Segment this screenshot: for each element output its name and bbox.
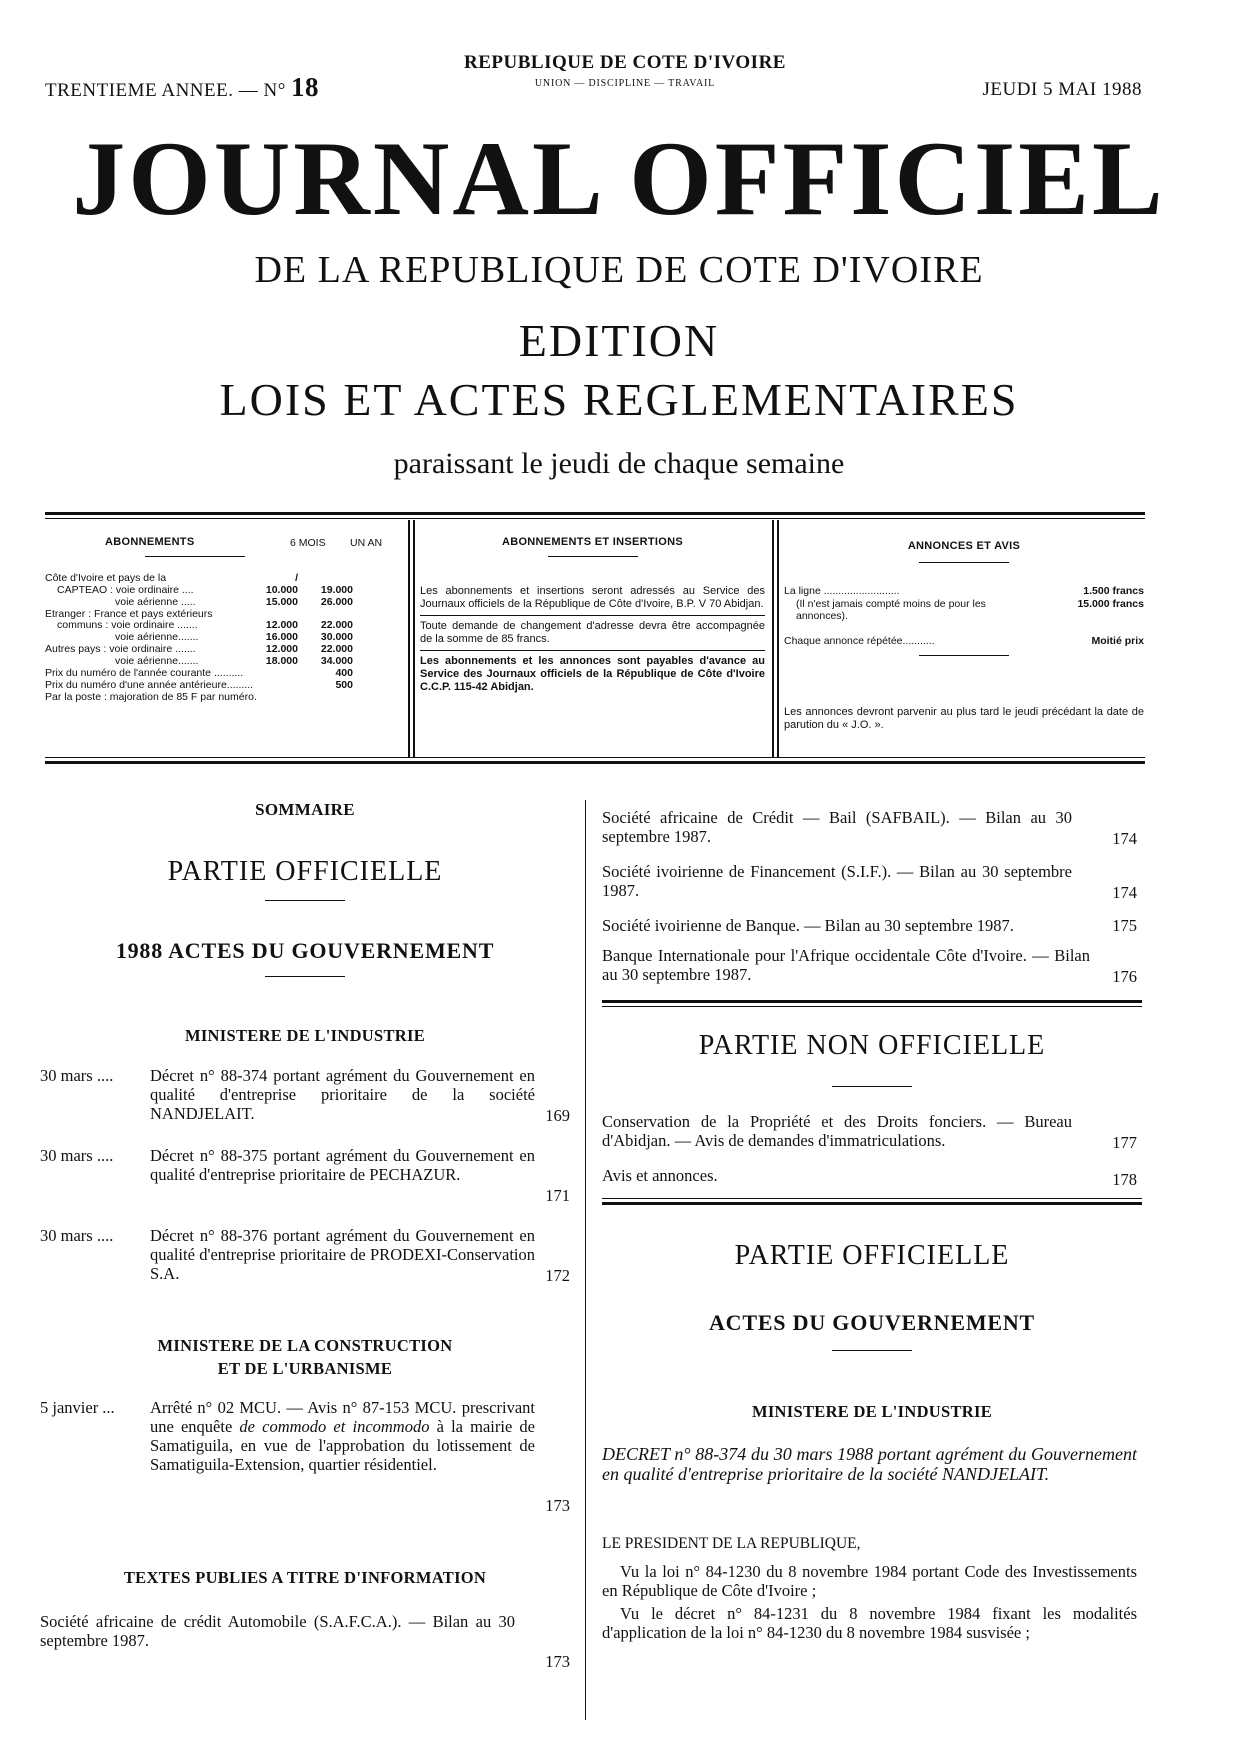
president-line: LE PRESIDENT DE LA REPUBLIQUE, bbox=[602, 1535, 861, 1552]
line-rate bbox=[784, 585, 1144, 629]
entry-page: 169 bbox=[545, 1106, 570, 1125]
entry-text bbox=[150, 1398, 535, 1474]
rate-label: voie aérienne ..... bbox=[115, 596, 196, 608]
edition-name: LOIS ET ACTES REGLEMENTAIRES bbox=[219, 374, 1019, 425]
rate-six-months: 15.000 bbox=[265, 596, 298, 608]
summary-entry bbox=[602, 916, 1142, 940]
decree-title: DECRET n° 88-374 du 30 mars 1988 portant agrément du Gouvernement en qualité d'entreprise prioritaire de la société NANDJELAIT. bbox=[602, 1444, 1137, 1484]
rate-label: CAPTEAO : voie ordinaire .... bbox=[57, 584, 194, 596]
rate-label: Prix du numéro d'une année antérieure......... bbox=[45, 679, 254, 691]
rate-row bbox=[45, 572, 400, 584]
rate-label: Côte d'Ivoire et pays de la bbox=[45, 572, 167, 584]
republic-name: REPUBLIQUE DE COTE D'IVOIRE bbox=[464, 52, 786, 73]
table-top-rule-thin bbox=[45, 518, 1145, 519]
rate-one-year: 500 bbox=[335, 679, 353, 691]
entry-page: 175 bbox=[1112, 916, 1137, 935]
insertions-address-change: Toute demande de changement d'adresse devra être accompagnée de la somme de 85 francs. bbox=[420, 620, 765, 645]
summary-entry bbox=[602, 1166, 1142, 1190]
issue-date: JEUDI 5 MAI 1988 bbox=[982, 79, 1142, 100]
issue-line bbox=[45, 72, 319, 103]
rate-label: communs : voie ordinaire ....... bbox=[57, 619, 198, 631]
repeat-label: Chaque annonce répétée........... bbox=[784, 635, 935, 647]
line-label: La ligne .......................... bbox=[784, 585, 900, 597]
rate-row bbox=[45, 667, 400, 679]
rate-row bbox=[45, 655, 400, 667]
non-official-rule-top-thin bbox=[602, 1006, 1142, 1007]
insertions-payment: Les abonnements et les annonces sont payables d'avance au Service des Journaux officiels de la République de Côte d'Ivoire C.C.P. 115-42 Abidjan. bbox=[420, 655, 765, 693]
summary-entry bbox=[602, 1112, 1142, 1156]
entry-page: 176 bbox=[1112, 967, 1137, 986]
entry-text: Décret n° 88-376 portant agrément du Gouvernement en qualité d'entreprise prioritaire de PRODEXI-Conservation S.A. bbox=[150, 1226, 535, 1283]
entry-text: Société africaine de Crédit — Bail (SAFBAIL). — Bilan au 30 septembre 1987. bbox=[602, 808, 1072, 846]
subscription-rates bbox=[45, 536, 400, 756]
rate-six-months: 12.000 bbox=[265, 619, 298, 631]
subscriptions-header: ABONNEMENTS bbox=[105, 536, 195, 548]
issue-number: 18 bbox=[291, 72, 320, 102]
deadline-note: Les annonces devront parvenir au plus tard le jeudi précédant la date de parution du « J.O. ». bbox=[784, 706, 1144, 731]
summary-entry bbox=[40, 1226, 570, 1286]
entry-text: Décret n° 88-374 portant agrément du Gouvernement en qualité d'entreprise prioritaire de la société NANDJELAIT. bbox=[150, 1066, 535, 1123]
insertions-header: ABONNEMENTS ET INSERTIONS bbox=[501, 536, 684, 548]
rate-row bbox=[45, 643, 400, 655]
entry-text-a: Arrêté n° 02 MCU. — Avis n° 87-153 MCU. prescrivant une enquête bbox=[150, 1398, 535, 1436]
entry-text: Banque Internationale pour l'Afrique occidentale Côte d'Ivoire. — Bilan au 30 septembre 1987. bbox=[602, 946, 1090, 984]
entry-page: 174 bbox=[1112, 883, 1137, 902]
column-divider bbox=[585, 800, 586, 1720]
rate-label: voie aérienne....... bbox=[115, 631, 199, 643]
summary-entry-safca bbox=[40, 1612, 570, 1671]
summary-min-industrie: MINISTERE DE L'INDUSTRIE bbox=[184, 1026, 426, 1045]
insertions-panel bbox=[420, 536, 765, 694]
col-one-year: UN AN bbox=[350, 537, 383, 549]
entry-date: 30 mars .... bbox=[40, 1226, 114, 1245]
repeat-underline bbox=[919, 655, 1009, 656]
announcements-panel bbox=[784, 536, 1144, 732]
summary-partie-officielle: PARTIE OFFICIELLE bbox=[167, 856, 443, 887]
body-partie-officielle: PARTIE OFFICIELLE bbox=[734, 1240, 1010, 1271]
table-divider-2 bbox=[772, 520, 774, 758]
summary-entry bbox=[40, 1146, 570, 1206]
table-divider-1 bbox=[408, 520, 410, 758]
journal-subtitle: DE LA REPUBLIQUE DE COTE D'IVOIRE bbox=[254, 249, 984, 291]
summary-partie-non-officielle: PARTIE NON OFFICIELLE bbox=[698, 1030, 1046, 1061]
rate-row bbox=[45, 631, 400, 643]
rate-row bbox=[45, 679, 400, 691]
entry-date: 30 mars .... bbox=[40, 1066, 114, 1085]
entry-date: 5 janvier ... bbox=[40, 1398, 115, 1417]
summary-divider-2 bbox=[265, 976, 345, 977]
header-underline bbox=[145, 556, 245, 557]
rates-list bbox=[45, 572, 400, 703]
rate-row bbox=[45, 619, 400, 631]
entry-page: 174 bbox=[1112, 829, 1137, 848]
summary-entry bbox=[602, 808, 1142, 852]
min-construction-line-1: MINISTERE DE LA CONSTRUCTION bbox=[157, 1336, 453, 1355]
body-rule-thin bbox=[602, 1198, 1142, 1199]
summary-divider-1 bbox=[265, 900, 345, 901]
min-construction-line-2: ET DE L'URBANISME bbox=[217, 1359, 393, 1378]
rate-one-year: 30.000 bbox=[320, 631, 353, 643]
line-note: (Il n'est jamais compté moins de pour les annonces). bbox=[796, 598, 986, 622]
summary-actes-1988: 1988 ACTES DU GOUVERNEMENT bbox=[115, 938, 495, 963]
entry-text: Conservation de la Propriété et des Droits fonciers. — Bureau d'Abidjan. — Avis de demandes d'immatriculations. bbox=[602, 1112, 1072, 1150]
summary-entry-construction bbox=[40, 1398, 570, 1515]
vu-clause-1: Vu la loi n° 84-1230 du 8 novembre 1984 portant Code des Investissements en République de Côte d'Ivoire ; bbox=[602, 1562, 1137, 1600]
rate-one-year: 19.000 bbox=[320, 584, 353, 596]
rate-six-months: 18.000 bbox=[265, 655, 298, 667]
rate-six-months: / bbox=[295, 572, 298, 584]
announcements-header: ANNONCES ET AVIS bbox=[907, 540, 1021, 552]
insertions-underline bbox=[548, 556, 638, 557]
entry-page: 177 bbox=[1112, 1133, 1137, 1152]
body-rule bbox=[602, 1202, 1142, 1205]
rate-one-year: 400 bbox=[335, 667, 353, 679]
rate-six-months: 16.000 bbox=[265, 631, 298, 643]
entry-text-b: à la mairie de Samatiguila, en vue de l'approbation du lotissement de Samatiguila-Extension, quartier résidentiel. bbox=[150, 1417, 535, 1474]
insertions-address: Les abonnements et insertions seront adressés au Service des Journaux officiels de la République de Côte d'Ivoire, B.P. V 70 Abidjan. bbox=[420, 585, 765, 610]
col-six-months: 6 MOIS bbox=[290, 537, 326, 549]
rate-one-year: 34.000 bbox=[320, 655, 353, 667]
repeat-rate bbox=[784, 635, 1144, 651]
entry-text: Société africaine de crédit Automobile (S.A.F.C.A.). — Bilan au 30 septembre 1987. bbox=[40, 1612, 515, 1650]
republic-header bbox=[440, 52, 810, 89]
entry-page: 178 bbox=[1112, 1170, 1137, 1189]
rate-label: Autres pays : voie ordinaire ....... bbox=[45, 643, 196, 655]
entry-page: 172 bbox=[545, 1266, 570, 1285]
rate-six-months: 12.000 bbox=[265, 643, 298, 655]
table-divider-1b bbox=[413, 520, 415, 758]
entry-text-italic: de commodo et incommodo bbox=[239, 1417, 430, 1436]
body-actes: ACTES DU GOUVERNEMENT bbox=[708, 1310, 1036, 1335]
rate-label: Par la poste : majoration de 85 F par numéro. bbox=[45, 691, 257, 703]
insertions-sep-1 bbox=[420, 615, 765, 616]
sommaire-heading: SOMMAIRE bbox=[255, 800, 355, 819]
journal-title: JOURNAL OFFICIEL bbox=[72, 120, 1166, 237]
line-minimum: 15.000 francs bbox=[1077, 598, 1144, 610]
national-motto: UNION — DISCIPLINE — TRAVAIL bbox=[534, 78, 716, 89]
entry-text: Société ivoirienne de Banque. — Bilan au 30 septembre 1987. bbox=[602, 916, 1014, 935]
entry-text: Avis et annonces. bbox=[602, 1166, 718, 1185]
summary-min-construction bbox=[40, 1334, 570, 1380]
non-official-rule-top bbox=[602, 1000, 1142, 1003]
rate-one-year: 26.000 bbox=[320, 596, 353, 608]
edition-label: EDITION bbox=[518, 315, 720, 366]
entry-page: 171 bbox=[545, 1186, 570, 1205]
year-label: TRENTIEME ANNEE. — N° bbox=[45, 80, 286, 101]
entry-text: Décret n° 88-375 portant agrément du Gouvernement en qualité d'entreprise prioritaire de PECHAZUR. bbox=[150, 1146, 535, 1184]
table-bottom-rule-thin bbox=[45, 757, 1145, 758]
line-price: 1.500 francs bbox=[1083, 585, 1144, 597]
summary-textes-publies: TEXTES PUBLIES A TITRE D'INFORMATION bbox=[123, 1568, 487, 1587]
table-bottom-rule bbox=[45, 761, 1145, 764]
rate-label: Etranger : France et pays extérieurs bbox=[45, 608, 213, 620]
rate-row bbox=[45, 584, 400, 596]
summary-entry bbox=[602, 862, 1142, 906]
insertions-sep-2 bbox=[420, 650, 765, 651]
rate-label: Prix du numéro de l'année courante .......... bbox=[45, 667, 244, 679]
non-official-divider bbox=[832, 1086, 912, 1087]
rate-row bbox=[45, 691, 400, 703]
body-ministere: MINISTERE DE L'INDUSTRIE bbox=[751, 1402, 993, 1421]
table-top-rule bbox=[45, 512, 1145, 515]
body-divider bbox=[832, 1350, 912, 1351]
rate-one-year: 22.000 bbox=[320, 619, 353, 631]
entry-page: 173 bbox=[545, 1652, 570, 1671]
entry-date: 30 mars .... bbox=[40, 1146, 114, 1165]
repeat-price: Moitié prix bbox=[1091, 635, 1144, 647]
rate-six-months: 10.000 bbox=[265, 584, 298, 596]
table-divider-2b bbox=[777, 520, 779, 758]
summary-entry bbox=[602, 946, 1142, 990]
rate-label: voie aérienne....... bbox=[115, 655, 199, 667]
vu-clause-2: Vu le décret n° 84-1231 du 8 novembre 1984 fixant les modalités d'application de la loi n° 84-1230 du 8 novembre 1984 susvisée ; bbox=[602, 1604, 1137, 1642]
rate-one-year: 22.000 bbox=[320, 643, 353, 655]
summary-entry bbox=[40, 1066, 570, 1126]
rate-row bbox=[45, 596, 400, 608]
entry-text: Société ivoirienne de Financement (S.I.F.). — Bilan au 30 septembre 1987. bbox=[602, 862, 1072, 900]
announcements-underline bbox=[919, 562, 1009, 563]
entry-page: 173 bbox=[545, 1496, 570, 1515]
rate-row bbox=[45, 608, 400, 619]
periodicity: paraissant le jeudi de chaque semaine bbox=[393, 447, 845, 480]
